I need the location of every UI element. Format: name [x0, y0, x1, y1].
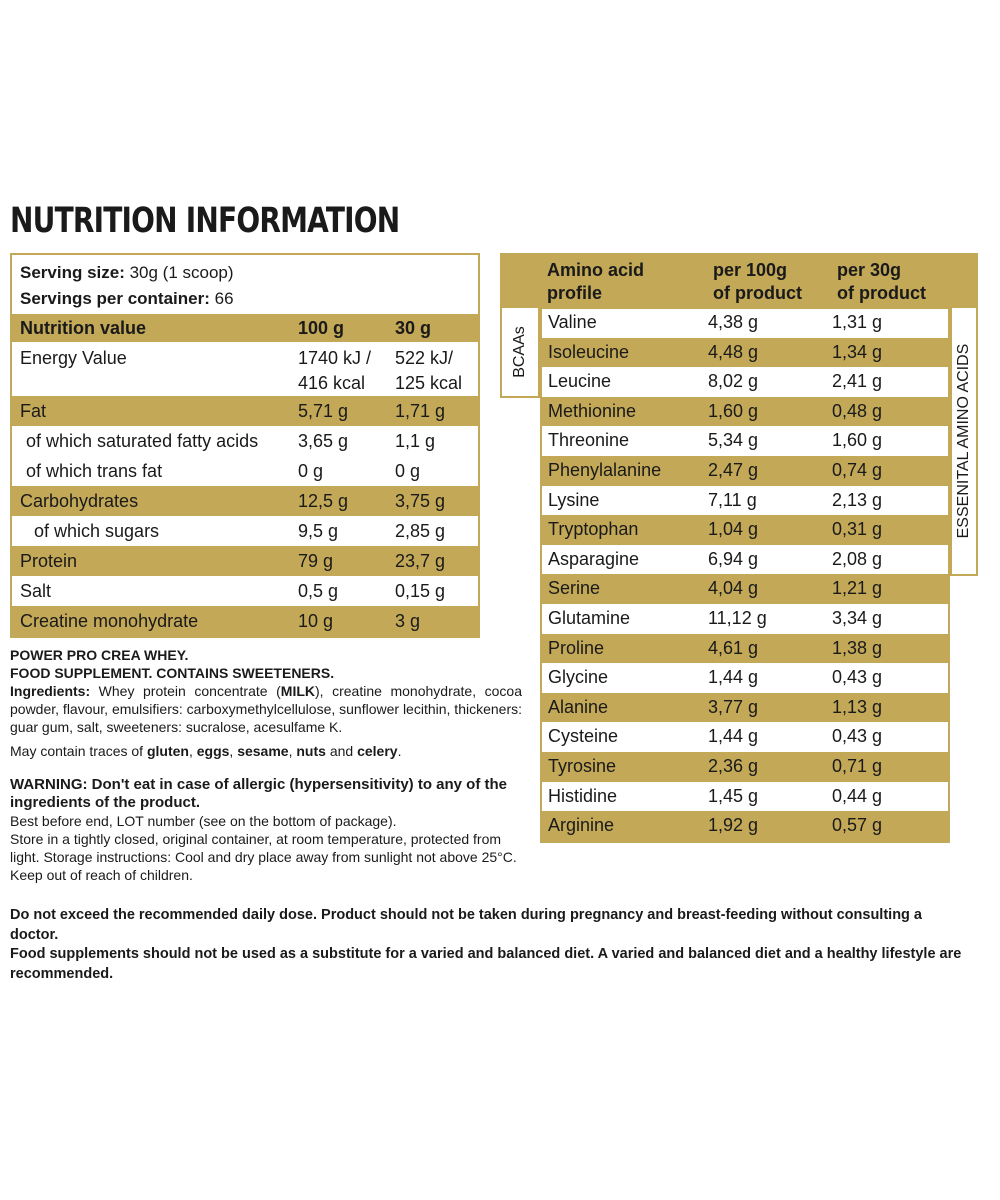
- amino-acid-table: [500, 253, 978, 843]
- best-before: Best before end, LOT number (see on the bottom of package).: [10, 813, 397, 829]
- amino-header: Amino acid profile per 100g of product per 30g of product: [500, 253, 978, 309]
- product-info-text: [10, 646, 522, 884]
- table-row: Tryptophan 1,04 g 0,31 g: [542, 515, 948, 545]
- table-row: Cysteine 1,44 g 0,43 g: [548, 726, 883, 747]
- table-row: Methionine 1,60 g 0,48 g: [542, 397, 948, 427]
- bcaa-bracket: [500, 308, 540, 398]
- table-row: Carbohydrates 12,5 g 3,75 g: [12, 486, 478, 516]
- table-row: of which sugars 9,5 g 2,85 g: [34, 521, 446, 541]
- table-row: Valine 4,38 g 1,31 g: [548, 312, 883, 332]
- table-row: Salt 0,5 g 0,15 g: [20, 581, 446, 601]
- table-row: Fat 5,71 g 1,71 g: [12, 396, 478, 426]
- supplement-notice: FOOD SUPPLEMENT. CONTAINS SWEETENERS.: [10, 665, 335, 681]
- table-row: Asparagine 6,94 g 2,08 g: [548, 548, 883, 569]
- table-row: Creatine monohydrate 10 g 3 g: [12, 606, 478, 636]
- allergen-traces: May contain traces of gluten, eggs, sesame, nuts and celery.: [10, 743, 402, 759]
- table-row: Energy Value 1740 kJ / 416 kcal 522 kJ/ 125 kcal: [20, 348, 463, 393]
- table-row: Leucine 8,02 g 2,41 g: [548, 371, 883, 392]
- table-row: Isoleucine 4,48 g 1,34 g: [542, 338, 948, 368]
- essential-bracket: [950, 308, 978, 576]
- table-row: Arginine 1,92 g 0,57 g: [542, 811, 948, 841]
- storage-instructions: Store in a tightly closed, original container, at room temperature, protected from light. Storage instructions: Cool and dry place away from sunlight not above 25°C. Keep out of reach of children.: [10, 831, 517, 883]
- dose-warning: Do not exceed the recommended daily dose. Product should not be taken during pregnancy and breast-feeding without consulting a doctor.: [10, 907, 922, 943]
- essential-label: ESSENITAL AMINO ACIDS: [955, 343, 972, 539]
- table-row: Protein 79 g 23,7 g: [12, 546, 478, 576]
- allergy-warning: WARNING: Don't eat in case of allergic (hypersensitivity) to any of the ingredients of the product.: [10, 776, 507, 811]
- serving-info: [12, 255, 478, 314]
- amino-rows: [540, 308, 950, 843]
- diet-notice: Food supplements should not be used as a substitute for a varied and balanced diet. A varied and balanced diet and a healthy lifestyle are recommended.: [10, 946, 962, 982]
- table-row: Glycine 1,44 g 0,43 g: [548, 667, 883, 688]
- table-row: Phenylalanine 2,47 g 0,74 g: [542, 456, 948, 486]
- table-row: Tyrosine 2,36 g 0,71 g: [542, 752, 948, 782]
- servings-per-container: Servings per container: 66: [20, 289, 234, 308]
- disclaimer-text: [10, 906, 970, 984]
- nutrition-table: [10, 253, 480, 638]
- table-row: of which trans fat 0 g 0 g: [26, 461, 421, 481]
- table-row: Lysine 7,11 g 2,13 g: [548, 489, 883, 510]
- product-name: POWER PRO CREA WHEY.: [10, 647, 189, 663]
- table-row: Serine 4,04 g 1,21 g: [542, 574, 948, 604]
- bcaa-label: BCAAs: [511, 326, 528, 378]
- table-row: Proline 4,61 g 1,38 g: [542, 634, 948, 664]
- page-title: NUTRITION INFORMATION: [10, 201, 400, 241]
- table-row: of which saturated fatty acids 3,65 g 1,1 g: [26, 431, 436, 451]
- table-row: Alanine 3,77 g 1,13 g: [542, 693, 948, 723]
- ingredients: Ingredients: Whey protein concentrate (MILK), creatine monohydrate, cocoa powder, flavour, emulsifiers: carboxymethylcellulose, sunflower lecithin, thickeners: guar gum, salt, sweeteners: sucralose, acesulfame K.: [10, 683, 523, 735]
- table-row: Glutamine 11,12 g 3,34 g: [548, 607, 883, 628]
- table-row: Histidine 1,45 g 0,44 g: [548, 785, 883, 806]
- serving-size: Serving size: 30g (1 scoop): [20, 263, 234, 282]
- nutrition-header: Nutrition value 100 g 30 g: [12, 314, 478, 342]
- table-row: Threonine 5,34 g 1,60 g: [548, 430, 883, 451]
